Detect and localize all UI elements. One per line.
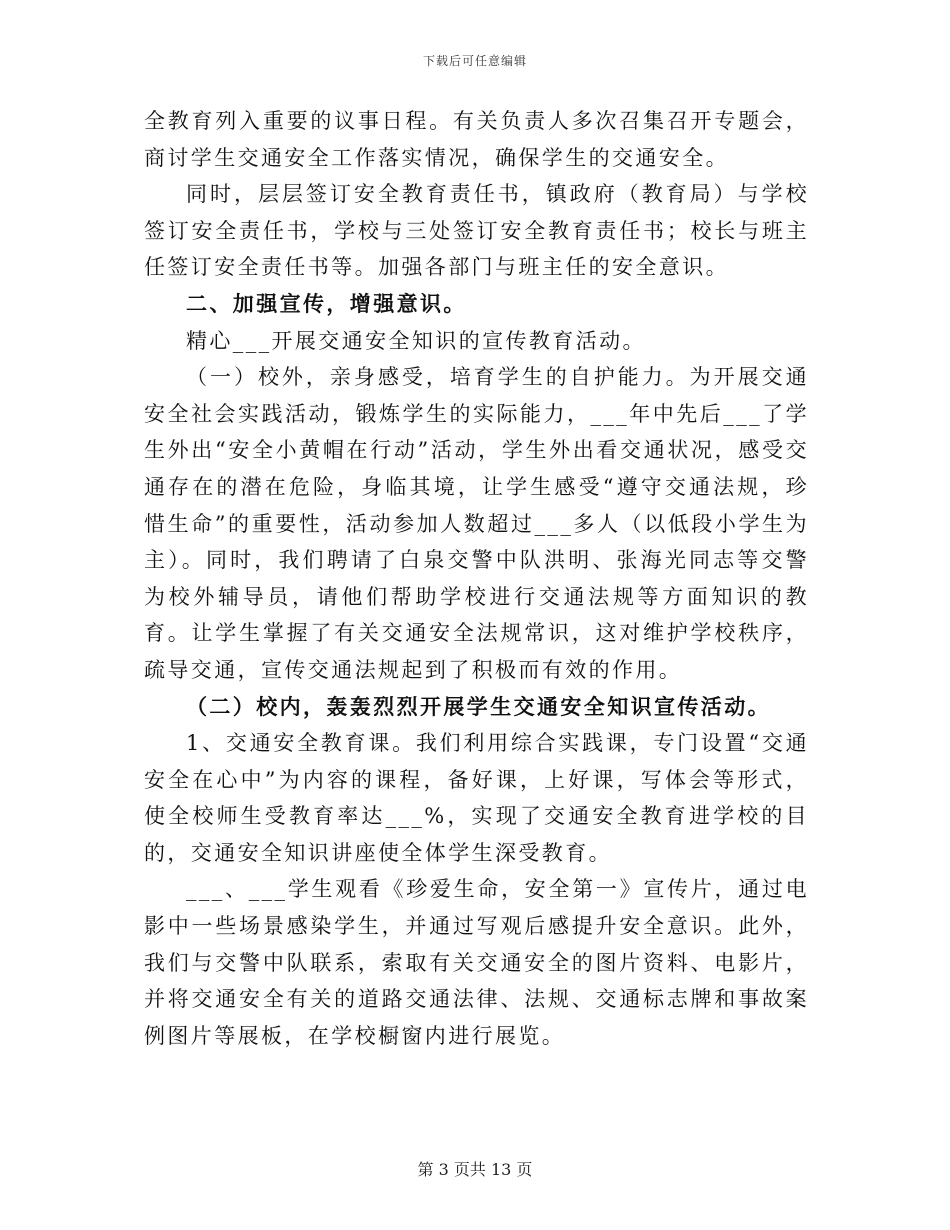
header-note: 下载后可任意编辑 — [422, 54, 527, 68]
paragraph-responsibility: 同时，层层签订安全教育责任书，镇政府（教育局）与学校签订安全责任书，学校与三处签订安全教育责任书；校长与班主任签订安全责任书等。加强各部门与班主任的安全意识。 — [144, 182, 809, 280]
section-heading-publicity: 二、加强宣传，增强意识。 — [186, 290, 467, 316]
paragraph-film-exhibition: ___、___学生观看《珍爱生命，安全第一》宣传片，通过电影中一些场景感染学生，并通过写观后感提升安全意识。此外，我们与交警中队联系，索取有关交通安全的图片资料、电影片，并将交通安全有关的道路交通法律、法规、交通标志牌和事故案例图片等展板，在学校橱窗内进行展览。 — [144, 877, 809, 1048]
paragraph-safety-class: 1、交通安全教育课。我们利用综合实践课，专门设置“交通安全在心中”为内容的课程，备好课，上好课，写体会等形式，使全校师生受教育率达___%，实现了交通安全教育进学校的目的，交通安全知识讲座使全体学生深受教育。 — [144, 731, 809, 865]
page-number: 第 3 页共 13 页 — [417, 1160, 533, 1179]
paragraph-publicity-intro: 精心___开展交通安全知识的宣传教育活动。 — [186, 328, 646, 353]
document-body — [144, 103, 809, 1054]
paragraph-off-campus: （一）校外，亲身感受，培育学生的自护能力。为开展交通安全社会实践活动，锻炼学生的实际能力，___年中先后___了学生外出“安全小黄帽在行动”活动，学生外出看交通状况，感受交通存在的潜在危险，身临其境，让学生感受“遵守交通法规，珍惜生命”的重要性，活动参加人数超过___多人（以低段小学生为主）。同时，我们聘请了白泉交警中队洪明、张海光同志等交警为校外辅导员，请他们帮助学校进行交通法规等方面知识的教育。让学生掌握了有关交通安全法规常识，这对维护学校秩序，疏导交通，宣传交通法规起到了积极而有效的作用。 — [144, 365, 809, 682]
paragraph-continuation: 全教育列入重要的议事日程。有关负责人多次召集召开专题会，商讨学生交通安全工作落实情况，确保学生的交通安全。 — [144, 109, 809, 170]
subheading-on-campus: （二）校内，轰轰烈烈开展学生交通安全知识宣传活动。 — [186, 693, 771, 719]
